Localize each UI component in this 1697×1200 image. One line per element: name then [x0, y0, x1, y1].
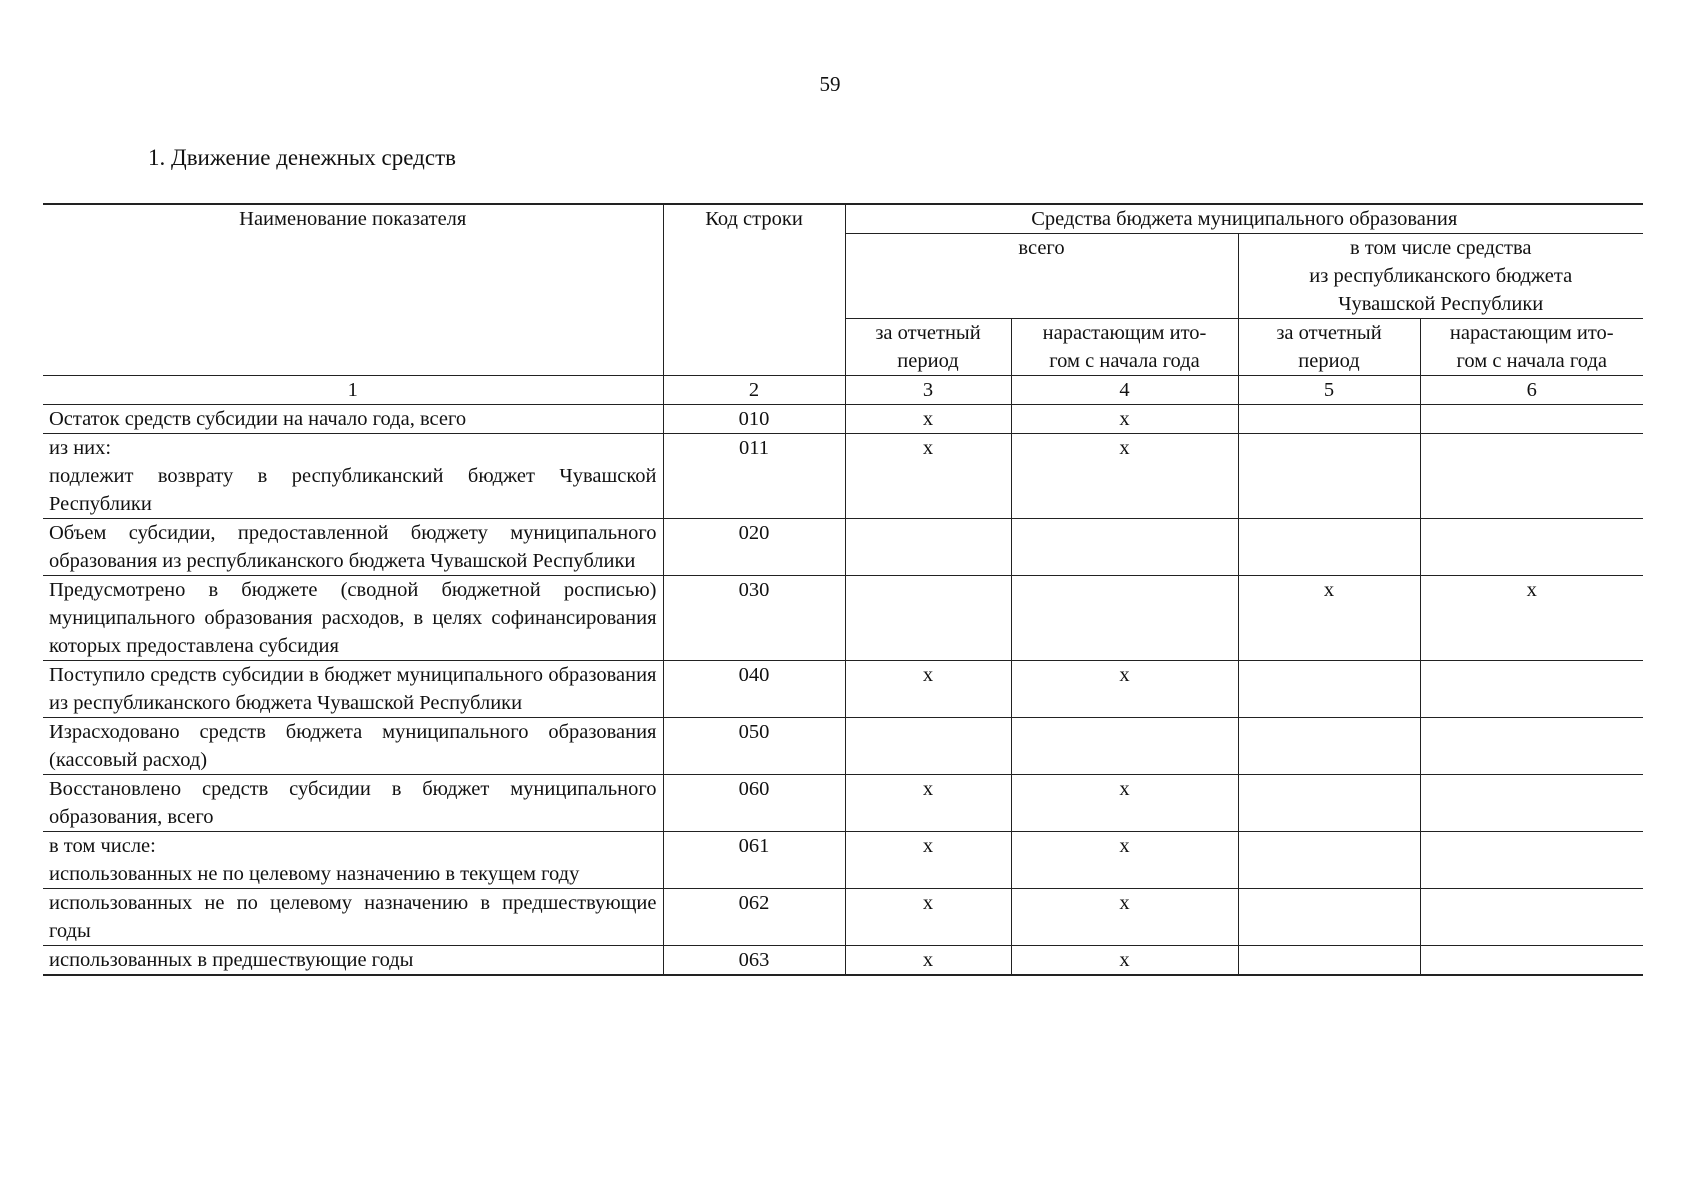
row-name: использованных не по целевому назначению в текущем году [49, 863, 580, 885]
header-including-line2: из республиканского бюджета [1309, 265, 1573, 287]
header-municipal-funds: Средства бюджета муниципального образования [845, 204, 1643, 234]
table-row [43, 519, 1643, 576]
column-number: 3 [845, 376, 1011, 405]
header-including-line1: в том числе средства [1350, 237, 1532, 259]
header-period-republican [1238, 319, 1420, 376]
cell-col6 [1420, 718, 1643, 775]
table-row [43, 889, 1643, 946]
row-name: Поступило средств субсидии в бюджет муниципального образования из республиканского бюджета Чувашской Республики [43, 661, 663, 718]
header-period-line1: за отчетный [1276, 322, 1382, 344]
cell-col6 [1420, 661, 1643, 718]
cell-col4: х [1011, 889, 1238, 946]
cell-col3 [845, 576, 1011, 661]
row-code: 061 [663, 832, 845, 889]
column-number: 5 [1238, 376, 1420, 405]
header-cumulative-line2: гом с начала года [1049, 350, 1200, 372]
row-name: Предусмотрено в бюджете (сводной бюджетной росписью) муниципального образования расходов, в целях софинансирования которых предоставлена субсидия [43, 576, 663, 661]
table-row [43, 576, 1643, 661]
header-period-line1: за отчетный [875, 322, 981, 344]
cell-col6 [1420, 405, 1643, 434]
cell-col4 [1011, 718, 1238, 775]
cell-col3: х [845, 946, 1011, 976]
row-name: Остаток средств субсидии на начало года, всего [43, 405, 663, 434]
cell-col5 [1238, 832, 1420, 889]
table-row [43, 661, 1643, 718]
cell-col6 [1420, 889, 1643, 946]
cell-col3: х [845, 832, 1011, 889]
header-including-republican [1238, 234, 1643, 319]
row-name: использованных не по целевому назначению в предшествующие годы [43, 889, 663, 946]
row-name: использованных в предшествующие годы [43, 946, 663, 976]
row-name: Объем субсидии, предоставленной бюджету муниципального образования из республиканского бюджета Чувашской Республики [43, 519, 663, 576]
row-code: 060 [663, 775, 845, 832]
header-period-line2: период [897, 350, 959, 372]
cell-col6 [1420, 832, 1643, 889]
table-row [43, 718, 1643, 775]
cell-col5 [1238, 946, 1420, 976]
row-name: Израсходовано средств бюджета муниципального образования (кассовый расход) [43, 718, 663, 775]
table-row [43, 946, 1643, 976]
cell-col3: х [845, 434, 1011, 519]
section-title: 1. Движение денежных средств [148, 145, 456, 170]
header-cumulative-line2: гом с начала года [1456, 350, 1607, 372]
row-code: 062 [663, 889, 845, 946]
column-number: 4 [1011, 376, 1238, 405]
cell-col3: х [845, 775, 1011, 832]
header-row-code: Код строки [663, 204, 845, 376]
row-name-cell [43, 832, 663, 889]
header-including-line3: Чувашской Республики [1338, 293, 1544, 315]
cell-col5 [1238, 718, 1420, 775]
column-number: 2 [663, 376, 845, 405]
row-name: подлежит возврату в республиканский бюджет Чувашской Республики [49, 465, 657, 515]
cell-col4: х [1011, 946, 1238, 976]
cash-flow-table [43, 203, 1643, 976]
header-cumulative-line1: нарастающим ито- [1042, 322, 1207, 344]
cell-col5 [1238, 405, 1420, 434]
cell-col4: х [1011, 661, 1238, 718]
cell-col4 [1011, 519, 1238, 576]
row-code: 040 [663, 661, 845, 718]
row-code: 010 [663, 405, 845, 434]
cell-col3 [845, 519, 1011, 576]
row-name-cell [43, 434, 663, 519]
cell-col5 [1238, 661, 1420, 718]
header-period-line2: период [1298, 350, 1360, 372]
column-number: 6 [1420, 376, 1643, 405]
cell-col6 [1420, 434, 1643, 519]
header-cumulative-line1: нарастающим ито- [1449, 322, 1614, 344]
cell-col5: х [1238, 576, 1420, 661]
cell-col5 [1238, 434, 1420, 519]
cell-col3: х [845, 889, 1011, 946]
row-code: 011 [663, 434, 845, 519]
table-row [43, 434, 1643, 519]
cell-col5 [1238, 889, 1420, 946]
row-name: Восстановлено средств субсидии в бюджет муниципального образования, всего [43, 775, 663, 832]
header-indicator-name: Наименование показателя [43, 204, 663, 376]
cell-col3: х [845, 661, 1011, 718]
header-cumulative-total [1011, 319, 1238, 376]
table-row [43, 775, 1643, 832]
row-code: 063 [663, 946, 845, 976]
row-code: 020 [663, 519, 845, 576]
header-cumulative-republican [1420, 319, 1643, 376]
cell-col3: х [845, 405, 1011, 434]
header-total: всего [845, 234, 1238, 319]
row-prefix: из них: [49, 437, 112, 459]
page-number: 59 [819, 72, 841, 96]
column-number: 1 [43, 376, 663, 405]
cell-col4: х [1011, 832, 1238, 889]
table-row [43, 405, 1643, 434]
cell-col4 [1011, 576, 1238, 661]
cell-col5 [1238, 775, 1420, 832]
row-code: 030 [663, 576, 845, 661]
cell-col6: х [1420, 576, 1643, 661]
cell-col5 [1238, 519, 1420, 576]
cell-col4: х [1011, 775, 1238, 832]
cell-col4: х [1011, 434, 1238, 519]
row-prefix: в том числе: [49, 835, 156, 857]
cell-col6 [1420, 946, 1643, 976]
column-number-row [43, 376, 1643, 405]
cell-col6 [1420, 775, 1643, 832]
table-row [43, 832, 1643, 889]
row-code: 050 [663, 718, 845, 775]
cell-col6 [1420, 519, 1643, 576]
header-period-total [845, 319, 1011, 376]
cell-col3 [845, 718, 1011, 775]
cell-col4: х [1011, 405, 1238, 434]
